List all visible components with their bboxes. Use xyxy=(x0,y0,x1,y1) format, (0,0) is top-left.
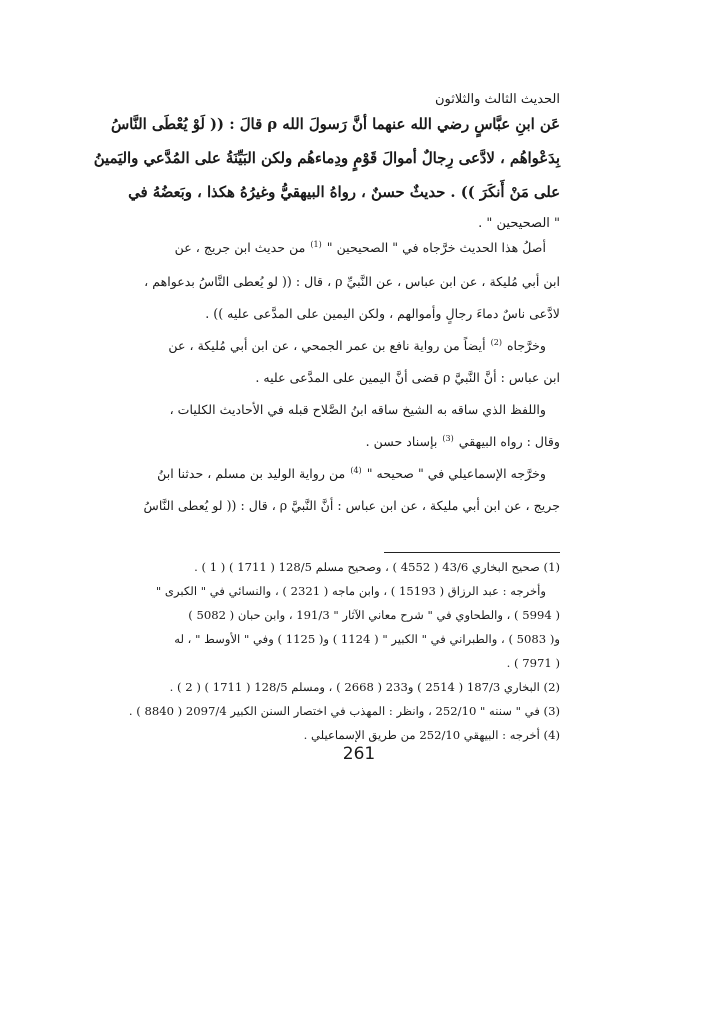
text-run: من رواية الوليد بن مسلم ، حدثنا ابنُ xyxy=(157,466,346,481)
text-run: بإسناد حسن . xyxy=(365,434,438,449)
footnote-line: (1) صحيح البخاري 43/6 ( 4552 ) ، وصحيح مسلم 128/5 ( 1711 ) ( 1 ) . xyxy=(194,560,560,574)
text-run: وقال : رواه البيهقي xyxy=(458,434,560,449)
paragraph-line xyxy=(158,466,560,481)
paragraph-line: ابن عباس : أنَّ النَّبيَّ ρ قضى أنَّ اليمين على المدَّعى عليه . xyxy=(255,370,560,385)
book-page xyxy=(93,88,560,988)
footnote-divider xyxy=(384,552,560,553)
page-number: 261 xyxy=(342,744,376,764)
paragraph-line xyxy=(158,434,560,449)
text-run: وخرَّجه الإسماعيلي في " صحيحه " xyxy=(366,466,546,481)
text-run: أصلُ هذا الحديث خرَّجاه في " الصحيحين " xyxy=(326,240,546,255)
paragraph-line xyxy=(158,338,560,353)
hadith-line: على مَنْ أَنكَرَ )) . حديثٌ حسنٌ ، رواهُ البيهقيُّ وغيرُهُ هكذا ، وبَعضُهُ في xyxy=(128,184,560,201)
running-head: الحديث الثالث والثلاثون xyxy=(434,92,560,107)
footnote-ref[interactable]: (2) xyxy=(490,338,502,347)
footnote-ref[interactable]: (1) xyxy=(310,240,322,249)
paragraph-line xyxy=(158,240,560,255)
paragraph-line: ابن أبي مُليكة ، عن ابن عباس ، عن النَّبيِّ ρ ، قال : (( لو يُعطى النَّاسُ بدعواهم ، xyxy=(144,274,560,289)
footnote-line: (2) البخاري 187/3 ( 2514 ) و233 ( 2668 ) ، ومسلم 128/5 ( 1711 ) ( 2 ) . xyxy=(169,680,560,694)
footnote-line: ( 5994 ) ، والطحاوي في " شرح معاني الآثار " 191/3 ، وابن حبان ( 5082 ) xyxy=(188,608,560,622)
text-run: من حديث ابن جريج ، عن xyxy=(174,240,306,255)
hadith-line: عَن ابنِ عبَّاسٍ رضي الله عنهما أنَّ رَسولَ الله ρ قالَ : (( لَوْ يُعْطَى النَّاسُ xyxy=(111,116,560,133)
footnote-line: ( 7971 ) . xyxy=(506,656,560,670)
hadith-line: بِدَعْواهُم ، لادَّعى رِجالٌ أموالَ قَوْمٍ ودِماءهُم ولكن البَيِّنَةُ على المُدَّعي واليَمينُ xyxy=(93,150,560,167)
footnote-ref[interactable]: (3) xyxy=(442,434,454,443)
footnote-line: و( 5083 ) ، والطبراني في " الكبير " ( 1124 ) و( 1125 ) وفي " الأوسط " ، له xyxy=(174,632,560,646)
footnote-line: وأخرجه : عبد الرزاق ( 15193 ) ، وابن ماجه ( 2321 ) ، والنسائي في " الكبرى " xyxy=(155,584,546,598)
paragraph-line: لادَّعى ناسٌ دماءَ رجالٍ وأموالهم ، ولكن اليمين على المدَّعى عليه )) . xyxy=(205,306,560,321)
paragraph-line: واللفظ الذي ساقه به الشيخ ساقه ابنُ الصَّلاح قبله في الأحاديث الكليات ، xyxy=(169,402,546,417)
footnote-line: (4) أخرجه : البيهقي 252/10 من طريق الإسماعيلي . xyxy=(303,728,560,742)
text-run: أيضاً من رواية نافع بن عمر الجمحي ، عن ابن أبي مُليكة ، عن xyxy=(168,338,486,353)
footnote-line: (3) في " سننه " 252/10 ، وانظر : المهذب في اختصار السنن الكبير 2097/4 ( 8840 ) . xyxy=(128,704,560,718)
text-run: وخرَّجاه xyxy=(506,338,546,353)
paragraph-line: جريج ، عن ابن أبي مليكة ، عن ابن عباس : أنَّ النَّبيَّ ρ ، قال : (( لو يُعطى النَّاسُ xyxy=(143,498,560,513)
footnote-ref[interactable]: (4) xyxy=(350,466,362,475)
hadith-line: " الصحيحين " . xyxy=(478,216,560,231)
